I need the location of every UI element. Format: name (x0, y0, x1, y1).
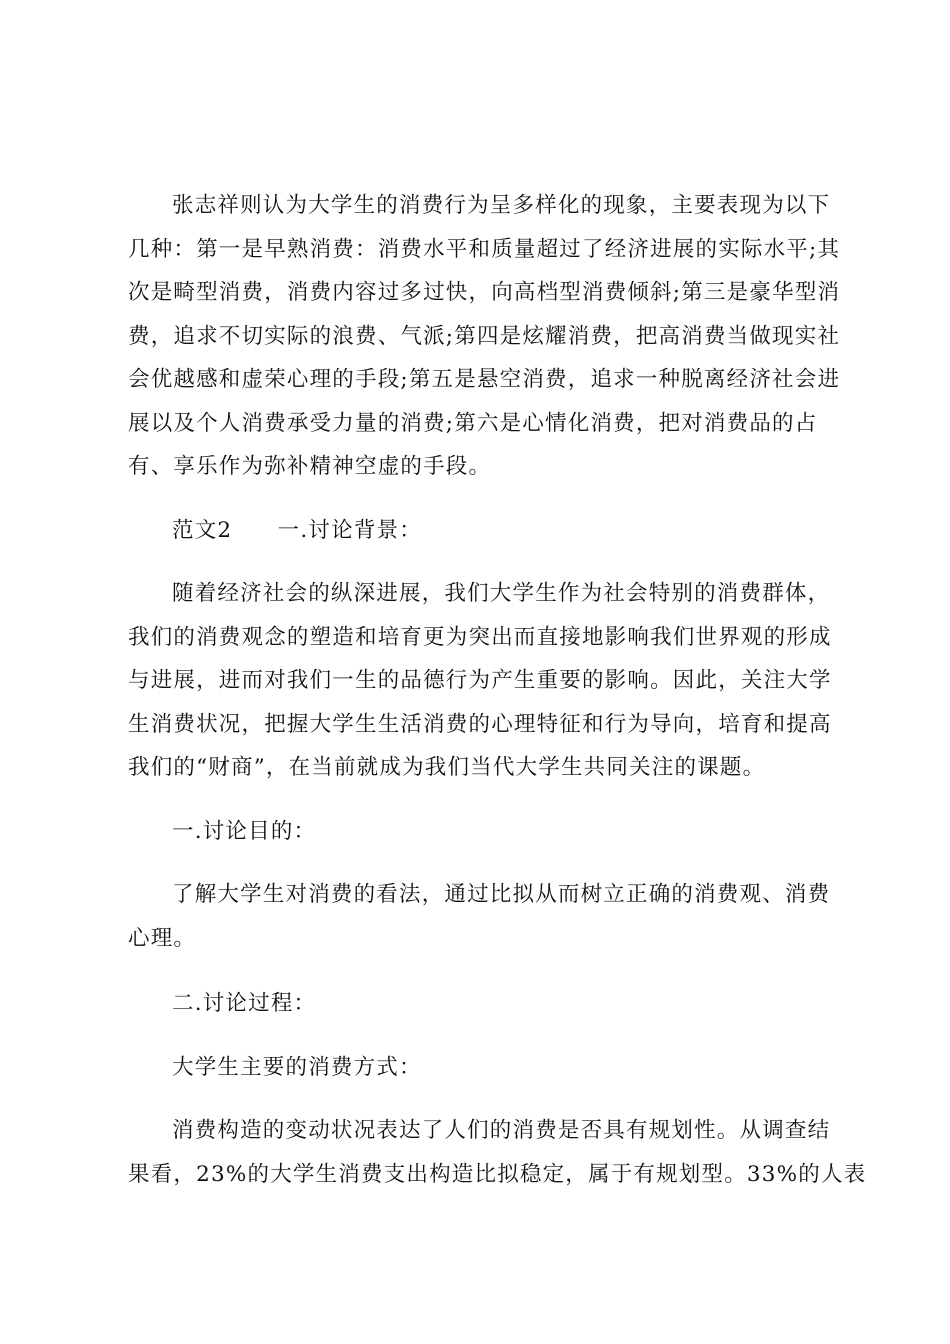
text-line: 与进展，进而对我们一生的品德行为产生重要的影响。因此，关注大学 (128, 668, 832, 693)
text-line: 果看，23%的大学生消费支出构造比拟稳定，属于有规划型。33%的人表 (128, 1161, 867, 1187)
section-heading-process (128, 982, 836, 1026)
paragraph-background (128, 572, 836, 790)
text-line: 有、享乐作为弥补精神空虚的手段。 (128, 454, 492, 479)
subheading-consumption-methods (128, 1046, 836, 1090)
text-line: 费，追求不切实际的浪费、气派;第四是炫耀消费，把高消费当做现实社 (128, 323, 841, 349)
text-line: 次是畸型消费，消费内容过多过快，向高档型消费倾斜;第三是豪华型消 (128, 280, 841, 305)
text-line: 消费构造的变动状况表达了人们的消费是否具有规划性。从调查结 (172, 1118, 831, 1143)
text-line: 心理。 (128, 925, 197, 951)
paragraph-consumption-types (128, 184, 841, 489)
text-line: 我们的“财商”，在当前就成为我们当代大学生共同关注的课题。 (128, 755, 766, 780)
heading-line: 二.讨论过程： (172, 991, 317, 1016)
text-line: 会优越感和虚荣心理的手段;第五是悬空消费，追求一种脱离经济社会进 (128, 367, 841, 392)
text-line: 张志祥则认为大学生的消费行为呈多样化的现象，主要表现为以下 (172, 193, 831, 218)
text-line: 生消费状况，把握大学生生活消费的心理特征和行为导向，培育和提高 (128, 711, 832, 737)
heading-line: 一.讨论目的： (172, 818, 317, 844)
section-heading-background (128, 509, 836, 553)
paragraph-purpose (128, 873, 836, 960)
paragraph-consumption-structure (128, 1109, 867, 1196)
text-line: 我们的消费观念的塑造和培育更为突出而直接地影响我们世界观的形成 (128, 624, 832, 650)
text-line: 了解大学生对消费的看法，通过比拟从而树立正确的消费观、消费 (172, 882, 831, 907)
text-line: 展以及个人消费承受力量的消费;第六是心情化消费，把对消费品的占 (128, 410, 818, 436)
section-heading-purpose (128, 810, 836, 854)
document-body (128, 184, 867, 1196)
heading-line: 大学生主要的消费方式： (172, 1054, 422, 1080)
text-line: 随着经济社会的纵深进展，我们大学生作为社会特别的消费群体， (172, 581, 831, 606)
heading-line: 范文2 一.讨论背景： (172, 517, 422, 543)
text-line: 几种：第一是早熟消费：消费水平和质量超过了经济进展的实际水平;其 (128, 236, 841, 262)
